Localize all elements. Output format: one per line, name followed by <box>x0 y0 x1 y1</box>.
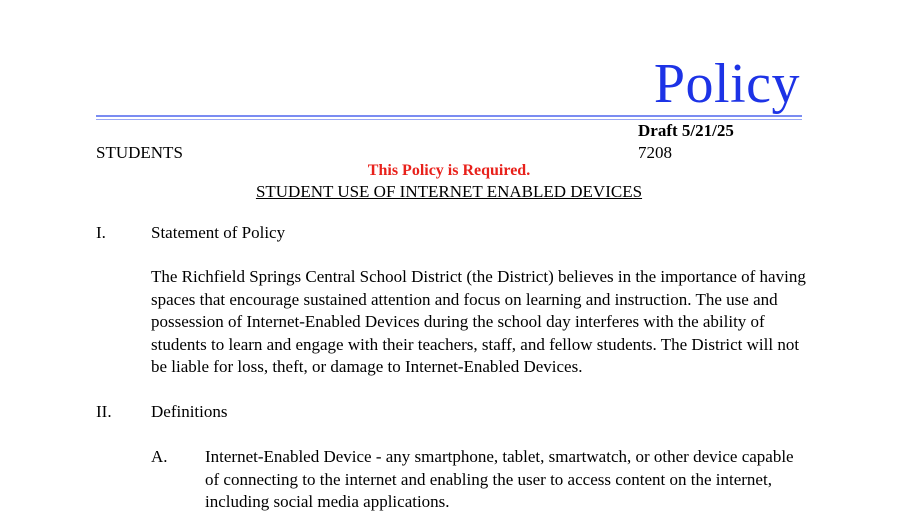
header-rule-thin <box>96 119 802 120</box>
section-heading: Definitions <box>151 402 228 421</box>
document-title: STUDENT USE OF INTERNET ENABLED DEVICES <box>255 182 643 201</box>
definition-letter: A. <box>151 447 168 466</box>
policy-banner-title: Policy <box>653 53 800 115</box>
section-number: II. <box>96 402 112 421</box>
required-notice: This Policy is Required. <box>367 162 531 179</box>
draft-date: Draft 5/21/25 <box>638 121 734 140</box>
section-paragraph: The Richfield Springs Central School District (the District) believes in the importance of having spaces that encourage sustained attention and focus on learning and instruction. The use and possession of Internet-Enabled Devices during the school day interferes with the ability of students to learn and engage with their teachers, staff, and fellow students. The District will not be liable for loss, theft, or damage to Internet-Enabled Devices. <box>151 267 806 376</box>
section-heading: Statement of Policy <box>151 223 286 242</box>
definition-text: Internet-Enabled Device - any smartphone, tablet, smartwatch, or other device capable of connecting to the internet and enabling the user to access content on the internet, including social media applications. <box>205 447 794 511</box>
header-rule <box>96 115 802 117</box>
policy-number: 7208 <box>638 143 672 162</box>
section-number: I. <box>96 223 106 242</box>
policy-category: STUDENTS <box>96 143 183 162</box>
